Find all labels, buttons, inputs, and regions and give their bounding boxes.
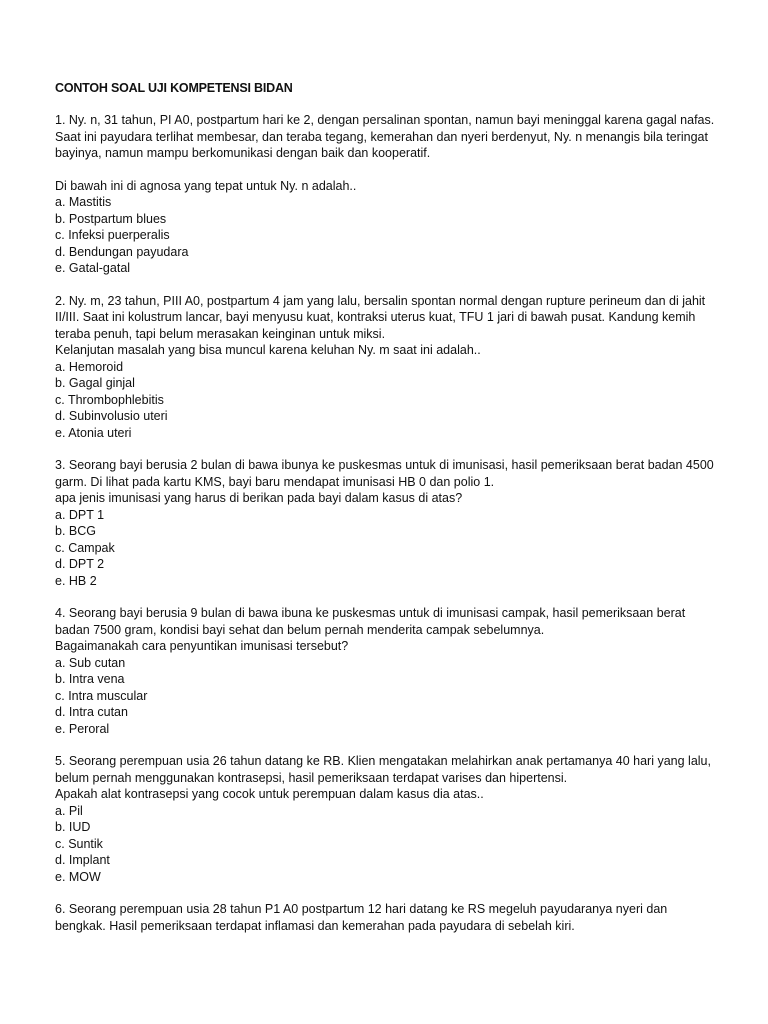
question-text: 2. Ny. m, 23 tahun, PIII A0, postpartum 4 jam yang lalu, bersalin spontan normal dengan rupture perineum dan di jahit II/III. Saat ini kolustrum lancar, bayi menyusu kuat, kontraksi uterus kuat, TFU 1 jari di bawah pusat. Kandung kemih teraba penuh, tapi belum merasakan keinginan untuk miksi. (55, 293, 706, 341)
question-text: 5. Seorang perempuan usia 26 tahun datang ke RB. Klien mengatakan melahirkan anak pertamanya 40 hari yang lalu, belum pernah menggunakan kontrasepsi, hasil pemeriksaan terdapat varises dan hipertensi. (55, 754, 711, 785)
question-list (55, 112, 720, 934)
question-prompt: Apakah alat kontrasepsi yang cocok untuk perempuan dalam kasus dia atas.. (55, 787, 484, 801)
question-3 (55, 457, 720, 589)
question-5 (55, 753, 720, 885)
answer-option: c. Intra muscular (55, 688, 148, 703)
answer-option: d. Subinvolusio uteri (55, 409, 168, 423)
answer-option: b. Gagal ginjal (55, 376, 135, 390)
question-6 (55, 901, 720, 934)
answer-option: e. Peroral (55, 721, 110, 736)
question-text: 6. Seorang perempuan usia 28 tahun P1 A0 postpartum 12 hari datang ke RS megeluh payudaranya nyeri dan bengkak. Hasil pemeriksaan terdapat inflamasi dan kemerahan pada payudara di sebelah kiri. (55, 902, 668, 933)
answer-option: b. Intra vena (55, 672, 125, 686)
answer-option: e. Atonia uteri (55, 425, 132, 440)
answer-option: b. BCG (55, 524, 96, 538)
answer-option: d. Intra cutan (55, 705, 128, 719)
answer-option: c. Campak (55, 540, 115, 555)
question-prompt: Di bawah ini di agnosa yang tepat untuk Ny. n adalah.. (55, 178, 357, 193)
answer-option: d. Bendungan payudara (55, 244, 189, 259)
answer-option: d. Implant (55, 853, 110, 867)
question-prompt: apa jenis imunisasi yang harus di berikan pada bayi dalam kasus di atas? (55, 491, 463, 505)
answer-option: a. Sub cutan (55, 655, 126, 670)
answer-option: c. Suntik (55, 836, 103, 851)
question-prompt: Kelanjutan masalah yang bisa muncul karena keluhan Ny. m saat ini adalah.. (55, 343, 481, 357)
answer-option: a. DPT 1 (55, 507, 105, 522)
answer-option: e. HB 2 (55, 573, 97, 588)
answer-option: c. Infeksi puerperalis (55, 228, 170, 242)
answer-options (55, 359, 720, 442)
question-1 (55, 112, 720, 277)
answer-option: e. MOW (55, 869, 101, 884)
answer-option: a. Pil (55, 803, 83, 818)
question-4 (55, 605, 720, 737)
answer-options (55, 507, 720, 590)
question-text: 4. Seorang bayi berusia 9 bulan di bawa ibuna ke puskesmas untuk di imunisasi campak, hasil pemeriksaan berat badan 7500 gram, kondisi bayi sehat dan belum pernah menderita campak sebelumnya. (55, 606, 686, 637)
answer-option: a. Hemoroid (55, 359, 124, 374)
question-2 (55, 293, 720, 442)
answer-options (55, 194, 720, 277)
answer-option: c. Thrombophlebitis (55, 392, 164, 407)
document-page (55, 80, 720, 950)
answer-options (55, 803, 720, 886)
answer-option: b. IUD (55, 820, 91, 834)
answer-option: a. Mastitis (55, 195, 112, 209)
question-text: 1. Ny. n, 31 tahun, PI A0, postpartum hari ke 2, dengan persalinan spontan, namun bayi meninggal karena gagal nafas. Saat ini payudara terlihat membesar, dan teraba tegang, kemerahan dan nyeri berdenyut, Ny. n menangis bila teringat bayinya, namun mampu berkomunikasi dengan baik dan kooperatif. (55, 113, 715, 160)
answer-option: b. Postpartum blues (55, 211, 167, 226)
answer-option: d. DPT 2 (55, 557, 105, 571)
answer-options (55, 655, 720, 738)
document-title: CONTOH SOAL UJI KOMPETENSI BIDAN (55, 81, 293, 95)
question-text: 3. Seorang bayi berusia 2 bulan di bawa ibunya ke puskesmas untuk di imunisasi, hasil pemeriksaan berat badan 4500 garm. Di lihat pada kartu KMS, bayi baru mendapat imunisasi HB 0 dan polio 1. (55, 458, 714, 489)
answer-option: e. Gatal-gatal (55, 261, 131, 275)
question-prompt: Bagaimanakah cara penyuntikan imunisasi tersebut? (55, 639, 349, 653)
